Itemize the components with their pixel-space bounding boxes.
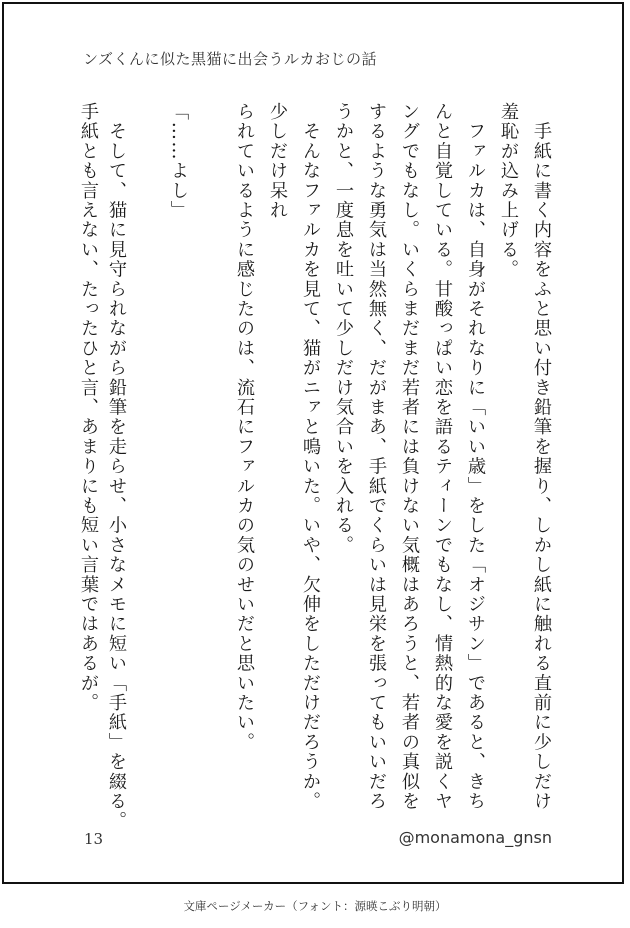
running-header-title: ンズくんに似た黒猫に出会うルカおじの話 xyxy=(83,50,378,68)
text-line-7: うかと、一度息を吐いて少しだけ気合いを入れる。 xyxy=(333,102,354,556)
page-number: 13 xyxy=(84,830,104,848)
text-line-6: するような勇気は当然無く、だがまあ、手紙でくらいは見栄を張ってもいいだろ xyxy=(366,102,387,812)
app-credit: 文庫ページメーカー（フォント：源暎こぶり明朝） xyxy=(183,899,447,913)
text-line-15: 手紙とも言えない、たったひと言、あまりにも短い言葉ではあるが。 xyxy=(78,102,99,713)
text-line-3: ファルカは、自身がそれなりに「いい歳」をした「オジサン」であると、きち xyxy=(465,102,486,812)
text-line-14: そして、猫に見守られながら鉛筆を走らせ、小さなメモに短い「手紙」を綴る。 xyxy=(106,102,127,831)
text-line-4: んと自覚している。甘酸っぱい恋を語るティーンでもなし、情熱的な愛を説くヤ xyxy=(432,102,453,812)
text-line-5: ングでもなし。いくらまだまだ若者には負けない気概はあろうと、若者の真似を xyxy=(399,102,420,812)
text-line-8: そんなファルカを見て、猫がニァと鳴いた。いや、欠伸をしただけだろうか。 xyxy=(300,102,321,812)
author-handle: @monamona_gnsn xyxy=(398,828,552,847)
text-line-1: 手紙に書く内容をふと思い付き鉛筆を握り、しかし紙に触れる直前に少しだけ xyxy=(531,102,552,812)
vertical-text-body xyxy=(74,102,556,831)
text-line-10: られているように感じたのは、流石にファルカの気のせいだと思いたい。 xyxy=(234,102,255,753)
text-line-9: 少しだけ呆れ xyxy=(267,102,288,221)
page-frame xyxy=(2,2,624,884)
text-line-12: 「……よし」 xyxy=(168,102,189,221)
text-line-2: 羞恥が込み上げる。 xyxy=(498,102,519,280)
